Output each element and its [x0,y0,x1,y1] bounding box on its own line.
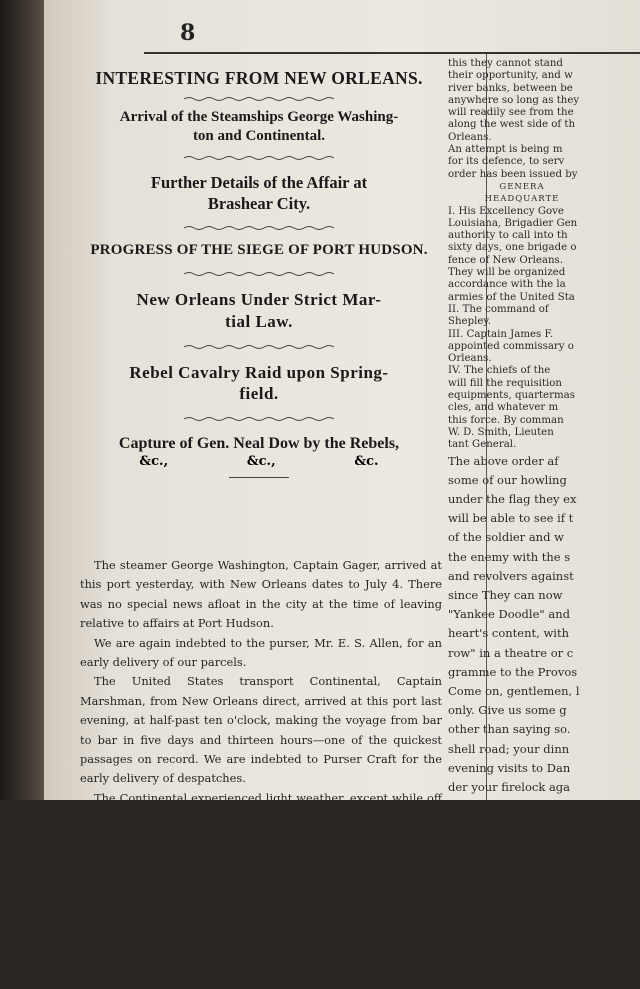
etc-mark: &c., [247,454,276,469]
headline-cavalry-raid-line1: Rebel Cavalry Raid upon Spring- [80,362,438,383]
column-line: cles, and whatever m [448,402,596,414]
column-line: only. Give us some g [448,701,596,720]
column-line: tors—for their desire [448,970,596,989]
column-line: this they cannot stand [448,58,596,70]
column-line: row" in a theatre or c [448,644,596,663]
column-line: this force. By comman [448,415,596,427]
headline-martial-law-line2: tial Law. [80,311,438,332]
column-line: will readily see from the [448,107,596,119]
right-column-heading [448,181,596,206]
column-line: of the soldier and w [448,528,596,547]
headline-martial-law-line1: New Orleans Under Strict Mar- [80,289,438,310]
column-line: heart's content, with [448,624,596,643]
column-line: authority to call into th [448,230,596,242]
book-binding [0,0,44,800]
column-line: order has been issued by [448,169,596,181]
wavy-divider [184,416,334,422]
etc-mark: &c., [139,454,168,469]
right-column-middle [448,206,596,452]
column-line: are so anxious should [448,893,596,912]
etc-mark: &c. [354,454,378,469]
order-heading: HEADQUARTE [448,193,596,205]
column-line: the pudding is in the [448,836,596,855]
column-line: under the flag they ex [448,490,596,509]
column-line: ward; but the majo [448,932,596,951]
wavy-divider [184,225,334,231]
wavy-divider [184,271,334,277]
article-body [80,556,442,828]
headline-brashear-line2: Brashear City. [80,194,438,215]
column-line: sixty days, one brigade o [448,242,596,254]
column-line: fence of New Orleans. [448,255,596,267]
column-line: armies of the United Sta [448,292,596,304]
column-line: equipments, quartermas [448,390,596,402]
column-line: other than saying so. [448,720,596,739]
etc-row [100,454,418,469]
wavy-divider [184,344,334,350]
column-line: the city. Some of th [448,912,596,931]
headline-neal-dow: Capture of Gen. Neal Dow by the Rebels, [80,434,438,454]
header-rule [144,52,640,54]
column-line: river banks, between be [448,83,596,95]
column-line: Orleans. [448,132,596,144]
column-line: appointed commissary o [448,341,596,353]
column-line: IV. The chiefs of the [448,365,596,377]
column-line: will fill the requisition [448,378,596,390]
headline-main: INTERESTING FROM NEW ORLEANS. [80,68,438,90]
article-paragraph: We are again indebted to the purser, Mr. E. S. Allen, for an early delivery of our parcels. [80,634,442,673]
column-line: anywhere so long as they [448,95,596,107]
article-paragraph: The Continental experienced light weather, except while off Charleston, where she encountered for about [80,789,442,828]
column-line: evening visits to Dan [448,759,596,778]
headline-stack [80,60,438,478]
article-paragraph: The steamer George Washington, Captain Gager, arrived at this port yesterday, with New Orleans dates to July 4. There was no special news afloat in the city at the time of leaving relative to affairs at Port Hudson. [80,556,442,634]
headline-arrival-line1: Arrival of the Steamships George Washing- [80,108,438,127]
column-line: where they are—unle [448,951,596,970]
column-line: the enemy with the s [448,548,596,567]
column-line: III. Captain James F. [448,329,596,341]
column-line: Come on, gentlemen, l [448,682,596,701]
column-line: An attempt is being m [448,144,596,156]
column-line: accordance with the la [448,279,596,291]
column-line: tant General. [448,439,596,451]
column-line: II. The command of [448,304,596,316]
column-line: some of our howling [448,471,596,490]
column-line: The above order af [448,452,596,471]
right-column [448,58,596,800]
article-paragraph: The United States transport Continental, Captain Marshman, from New Orleans direct, arrived at this port last evening, at half-past ten o'clock, making the voyage from bar to bar in five days and thirteen hours—one of the quickest passages on record. We are indebted to Purser Craft for the early delivery of despatches. [80,672,442,788]
headline-cavalry-raid-line2: field. [80,383,438,404]
column-line: gramme to the Provos [448,663,596,682]
column-line: Louisiana, Brigadier Gen [448,218,596,230]
column-line: "Yankee Doodle" and [448,605,596,624]
column-line: shell road; your dinn [448,740,596,759]
column-line: their opportunity, and w [448,70,596,82]
wavy-divider [184,155,334,161]
column-line: for its defence, to serv [448,156,596,168]
right-column-bottom [448,452,596,989]
column-line: They will be organized [448,267,596,279]
page-number: 8 [180,20,195,46]
column-line: Orleans. [448,353,596,365]
column-line: along the west side of th [448,119,596,131]
column-line: and revolvers against [448,567,596,586]
column-line: will be able to see if t [448,509,596,528]
right-column-top [448,58,596,181]
headline-arrival-line2: ton and Continental. [80,127,438,146]
headline-port-hudson: PROGRESS OF THE SIEGE OF PORT HUDSON. [80,241,438,260]
column-line: since They can now [448,586,596,605]
column-line: of their fondness for [448,874,596,893]
column-line: der your firelock aga [448,778,596,797]
column-line: would hang—after t [448,797,596,816]
column-line: Shepley. [448,316,596,328]
headline-brashear-line1: Further Details of the Affair at [80,173,438,194]
column-line: men of New Orleans [448,855,596,874]
short-divider [229,477,289,478]
wavy-divider [184,96,334,102]
column-line: W. D. Smith, Lieuten [448,427,596,439]
column-line: I. His Excellency Gove [448,206,596,218]
column-line: on every lamp post [448,816,596,835]
order-heading: GENERA [448,181,596,193]
